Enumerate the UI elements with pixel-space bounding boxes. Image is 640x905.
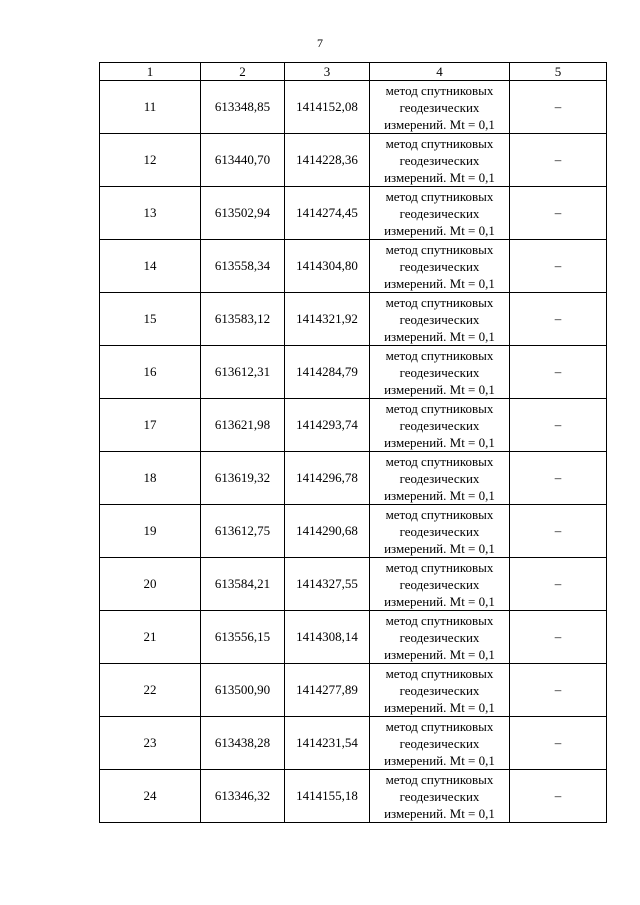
note-cell: – — [510, 81, 607, 134]
header-col-3: 3 — [285, 63, 370, 81]
method-line: измерений. Mt = 0,1 — [384, 699, 495, 715]
method-line: геодезических — [399, 682, 480, 698]
x-coordinate-cell: 613438,28 — [201, 717, 285, 770]
note-cell: – — [510, 505, 607, 558]
x-coordinate-cell: 613583,12 — [201, 293, 285, 346]
note-cell: – — [510, 346, 607, 399]
method-cell — [370, 134, 510, 187]
x-coordinate-cell: 613440,70 — [201, 134, 285, 187]
point-number-cell: 11 — [100, 81, 201, 134]
method-cell — [370, 717, 510, 770]
method-line: метод спутниковых — [385, 718, 494, 734]
table-row — [100, 346, 607, 399]
header-col-5: 5 — [510, 63, 607, 81]
method-line: геодезических — [399, 152, 480, 168]
note-cell: – — [510, 558, 607, 611]
x-coordinate-cell: 613612,75 — [201, 505, 285, 558]
point-number-cell: 21 — [100, 611, 201, 664]
table-row — [100, 505, 607, 558]
note-cell: – — [510, 452, 607, 505]
note-cell: – — [510, 717, 607, 770]
note-cell: – — [510, 611, 607, 664]
y-coordinate-cell: 1414321,92 — [285, 293, 370, 346]
table-row — [100, 717, 607, 770]
point-number-cell: 20 — [100, 558, 201, 611]
header-col-1: 1 — [100, 63, 201, 81]
y-coordinate-cell: 1414293,74 — [285, 399, 370, 452]
point-number-cell: 15 — [100, 293, 201, 346]
x-coordinate-cell: 613556,15 — [201, 611, 285, 664]
method-line: метод спутниковых — [385, 506, 494, 522]
method-line: метод спутниковых — [385, 347, 494, 363]
x-coordinate-cell: 613558,34 — [201, 240, 285, 293]
method-cell — [370, 346, 510, 399]
y-coordinate-cell: 1414284,79 — [285, 346, 370, 399]
method-line: измерений. Mt = 0,1 — [384, 805, 495, 821]
note-cell: – — [510, 770, 607, 823]
note-cell: – — [510, 664, 607, 717]
method-line: измерений. Mt = 0,1 — [384, 593, 495, 609]
note-cell: – — [510, 134, 607, 187]
note-cell: – — [510, 240, 607, 293]
y-coordinate-cell: 1414290,68 — [285, 505, 370, 558]
note-cell: – — [510, 293, 607, 346]
method-line: геодезических — [399, 417, 480, 433]
method-line: метод спутниковых — [385, 453, 494, 469]
point-number-cell: 19 — [100, 505, 201, 558]
x-coordinate-cell: 613621,98 — [201, 399, 285, 452]
method-line: геодезических — [399, 576, 480, 592]
x-coordinate-cell: 613502,94 — [201, 187, 285, 240]
method-line: измерений. Mt = 0,1 — [384, 328, 495, 344]
method-cell — [370, 664, 510, 717]
method-line: метод спутниковых — [385, 665, 494, 681]
method-line: геодезических — [399, 629, 480, 645]
table-row — [100, 81, 607, 134]
table-row — [100, 611, 607, 664]
method-line: геодезических — [399, 470, 480, 486]
table-row — [100, 240, 607, 293]
point-number-cell: 14 — [100, 240, 201, 293]
y-coordinate-cell: 1414152,08 — [285, 81, 370, 134]
method-line: метод спутниковых — [385, 612, 494, 628]
y-coordinate-cell: 1414274,45 — [285, 187, 370, 240]
x-coordinate-cell: 613348,85 — [201, 81, 285, 134]
method-line: геодезических — [399, 523, 480, 539]
method-line: геодезических — [399, 364, 480, 380]
method-cell — [370, 611, 510, 664]
method-cell — [370, 81, 510, 134]
y-coordinate-cell: 1414304,80 — [285, 240, 370, 293]
method-line: измерений. Mt = 0,1 — [384, 487, 495, 503]
method-line: геодезических — [399, 311, 480, 327]
table-row — [100, 452, 607, 505]
method-line: метод спутниковых — [385, 771, 494, 787]
method-line: геодезических — [399, 205, 480, 221]
method-line: измерений. Mt = 0,1 — [384, 381, 495, 397]
method-line: метод спутниковых — [385, 135, 494, 151]
x-coordinate-cell: 613584,21 — [201, 558, 285, 611]
table-row — [100, 770, 607, 823]
method-line: измерений. Mt = 0,1 — [384, 540, 495, 556]
x-coordinate-cell: 613500,90 — [201, 664, 285, 717]
method-line: измерений. Mt = 0,1 — [384, 169, 495, 185]
method-line: измерений. Mt = 0,1 — [384, 275, 495, 291]
y-coordinate-cell: 1414327,55 — [285, 558, 370, 611]
method-line: метод спутниковых — [385, 559, 494, 575]
table-row — [100, 558, 607, 611]
method-line: измерений. Mt = 0,1 — [384, 646, 495, 662]
method-line: измерений. Mt = 0,1 — [384, 222, 495, 238]
method-cell — [370, 770, 510, 823]
x-coordinate-cell: 613346,32 — [201, 770, 285, 823]
point-number-cell: 24 — [100, 770, 201, 823]
method-cell — [370, 240, 510, 293]
table-row — [100, 134, 607, 187]
point-number-cell: 22 — [100, 664, 201, 717]
method-cell — [370, 187, 510, 240]
y-coordinate-cell: 1414308,14 — [285, 611, 370, 664]
point-number-cell: 18 — [100, 452, 201, 505]
table-row — [100, 293, 607, 346]
y-coordinate-cell: 1414231,54 — [285, 717, 370, 770]
table-row — [100, 399, 607, 452]
method-line: метод спутниковых — [385, 82, 494, 98]
method-line: метод спутниковых — [385, 188, 494, 204]
method-cell — [370, 399, 510, 452]
header-col-2: 2 — [201, 63, 285, 81]
method-line: метод спутниковых — [385, 294, 494, 310]
note-cell: – — [510, 187, 607, 240]
header-col-4: 4 — [370, 63, 510, 81]
y-coordinate-cell: 1414296,78 — [285, 452, 370, 505]
table-row — [100, 187, 607, 240]
method-cell — [370, 452, 510, 505]
coordinates-table — [99, 62, 607, 823]
method-line: измерений. Mt = 0,1 — [384, 752, 495, 768]
x-coordinate-cell: 613612,31 — [201, 346, 285, 399]
table-row — [100, 664, 607, 717]
method-line: измерений. Mt = 0,1 — [384, 434, 495, 450]
y-coordinate-cell: 1414277,89 — [285, 664, 370, 717]
method-line: метод спутниковых — [385, 241, 494, 257]
header-row — [100, 63, 607, 81]
method-line: геодезических — [399, 788, 480, 804]
table-header — [100, 63, 607, 81]
method-cell — [370, 558, 510, 611]
point-number-cell: 12 — [100, 134, 201, 187]
method-line: измерений. Mt = 0,1 — [384, 116, 495, 132]
x-coordinate-cell: 613619,32 — [201, 452, 285, 505]
method-line: геодезических — [399, 99, 480, 115]
y-coordinate-cell: 1414155,18 — [285, 770, 370, 823]
point-number-cell: 23 — [100, 717, 201, 770]
point-number-cell: 16 — [100, 346, 201, 399]
method-cell — [370, 505, 510, 558]
method-line: метод спутниковых — [385, 400, 494, 416]
method-line: геодезических — [399, 735, 480, 751]
point-number-cell: 17 — [100, 399, 201, 452]
page-number: 7 — [317, 36, 323, 50]
method-cell — [370, 293, 510, 346]
y-coordinate-cell: 1414228,36 — [285, 134, 370, 187]
point-number-cell: 13 — [100, 187, 201, 240]
note-cell: – — [510, 399, 607, 452]
table-body — [100, 81, 607, 823]
method-line: геодезических — [399, 258, 480, 274]
